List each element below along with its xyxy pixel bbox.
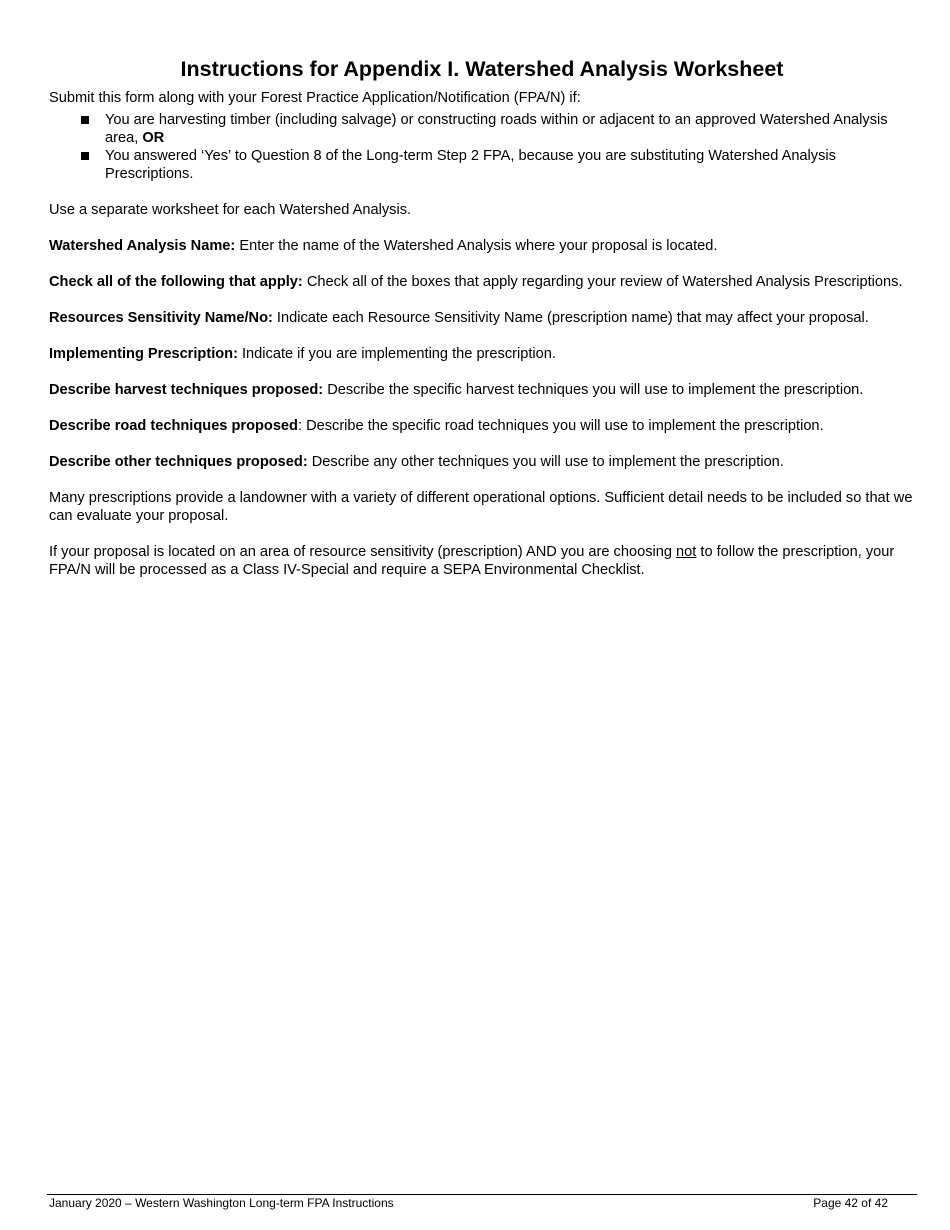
section-text: : Describe the specific road techniques you will use to implement the prescription. xyxy=(297,418,824,434)
section-label: Check all of the following that apply: xyxy=(49,274,303,290)
intro-text: Submit this form along with your Forest Practice Application/Notification (FPA/N) if: xyxy=(49,90,581,106)
section-label: Watershed Analysis Name: xyxy=(49,238,236,254)
list-item xyxy=(49,111,924,147)
bullet-text: You are harvesting timber (including salvage) or constructing roads within or adjacent to an approved Watershed Analysis area, xyxy=(105,112,888,146)
section-implementing-prescription xyxy=(49,345,924,363)
section-text: Indicate each Resource Sensitivity Name (prescription name) that may affect your proposal. xyxy=(276,310,869,326)
section-label: Describe harvest techniques proposed: xyxy=(49,382,324,398)
page-title: Instructions for Appendix I. Watershed Analysis Worksheet xyxy=(180,57,784,81)
section-road-techniques xyxy=(49,417,924,435)
document-body xyxy=(49,89,924,597)
bullet-emphasis: OR xyxy=(142,130,165,146)
section-text: Enter the name of the Watershed Analysis where your proposal is located. xyxy=(239,238,718,254)
section-text: Describe the specific harvest techniques you will use to implement the prescription. xyxy=(327,382,864,398)
class-iv-note xyxy=(49,543,924,579)
section-label: Implementing Prescription: xyxy=(49,346,238,362)
square-bullet-icon xyxy=(81,116,89,124)
section-label: Describe road techniques proposed xyxy=(49,418,298,434)
section-other-techniques xyxy=(49,453,924,471)
section-text: Check all of the boxes that apply regarding your review of Watershed Analysis Prescriptions. xyxy=(306,274,903,290)
section-resource-sensitivity xyxy=(49,309,924,327)
section-label: Describe other techniques proposed: xyxy=(49,454,308,470)
separate-worksheet-note: Use a separate worksheet for each Watershed Analysis. xyxy=(49,202,412,218)
list-item xyxy=(49,147,924,183)
section-text: Describe any other techniques you will use to implement the prescription. xyxy=(311,454,784,470)
section-check-all xyxy=(49,273,924,291)
square-bullet-icon xyxy=(81,152,89,160)
class-iv-text-before: If your proposal is located on an area of resource sensitivity (prescription) AND you are choosing xyxy=(49,544,672,560)
class-iv-text-after: to follow the prescription, your FPA/N will be processed as a Class IV-Special and require a SEPA Environmental Checklist. xyxy=(49,544,895,578)
section-text: Indicate if you are implementing the prescription. xyxy=(242,346,556,362)
footer-divider xyxy=(47,1194,917,1195)
bullet-text: You answered ‘Yes’ to Question 8 of the Long-term Step 2 FPA, because you are substituting Watershed Analysis Prescriptions. xyxy=(105,148,836,182)
class-iv-underlined: not xyxy=(676,544,697,560)
section-watershed-name xyxy=(49,237,924,255)
section-harvest-techniques xyxy=(49,381,924,399)
footer-page-number: Page 42 of 42 xyxy=(813,1196,888,1210)
condition-list xyxy=(49,111,924,183)
operational-options-note: Many prescriptions provide a landowner with a variety of different operational options. Sufficient detail needs to be included so that we can evaluate your proposal. xyxy=(49,490,913,524)
footer-document-info: January 2020 – Western Washington Long-term FPA Instructions xyxy=(49,1196,394,1210)
section-label: Resources Sensitivity Name/No: xyxy=(49,310,273,326)
